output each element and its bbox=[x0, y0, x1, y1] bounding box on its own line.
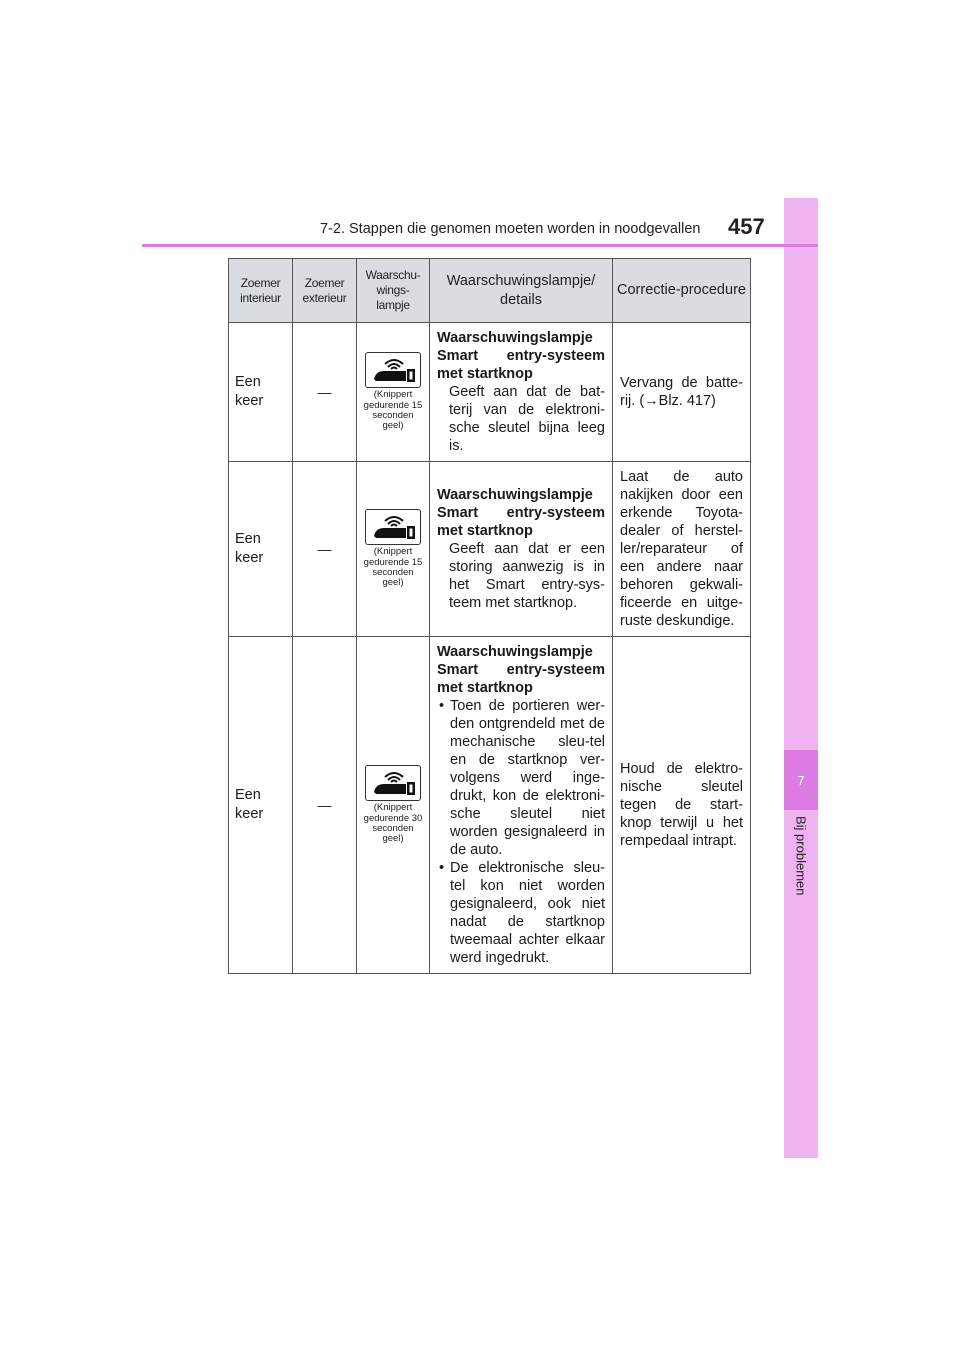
smart-key-warning-icon bbox=[365, 352, 421, 388]
table-header-row bbox=[229, 259, 751, 323]
buzzer-exterior-cell: — bbox=[293, 462, 357, 637]
header-buzzer-exterior: Zoemer exterieur bbox=[293, 259, 357, 323]
chapter-title: Bij problemen bbox=[793, 816, 809, 896]
buzzer-exterior-cell: — bbox=[293, 323, 357, 462]
buzzer-interior-cell: Een keer bbox=[229, 323, 293, 462]
buzzer-interior-cell: Een keer bbox=[229, 462, 293, 637]
procedure-cell: Vervang de batte-rij. (→Blz. 417) bbox=[613, 323, 751, 462]
table-row bbox=[229, 637, 751, 974]
details-text: Geeft aan dat er een storing aanwezig is in het Smart entry-sys-teem met startknop. bbox=[449, 541, 605, 611]
details-cell bbox=[430, 323, 613, 462]
chapter-side-tab bbox=[784, 198, 818, 1158]
table-row bbox=[229, 323, 751, 462]
procedure-cell: Laat de auto nakijken door een erkende Toyota-dealer of herstel-ler/reparateur of een andere naar behoren gekwali-ficeerde en uitge-ruste deskundige. bbox=[613, 462, 751, 637]
details-title: Waarschuwingslampje Smart entry-systeem met startknop bbox=[437, 330, 605, 382]
buzzer-exterior-cell: — bbox=[293, 637, 357, 974]
details-cell bbox=[430, 637, 613, 974]
details-text: Geeft aan dat de bat-terij van de elektroni-sche sleutel bijna leeg is. bbox=[449, 384, 605, 454]
details-bullet: • De elektronische sleu-tel kon niet worden gesignaleerd, ook niet nadat de startknop tweemaal achter elkaar werd ingedrukt. bbox=[437, 859, 605, 967]
header-procedure: Correctie-procedure bbox=[613, 259, 751, 323]
details-cell bbox=[430, 462, 613, 637]
header-details: Waarschuwingslampje/ details bbox=[430, 259, 613, 323]
warning-lamp-cell bbox=[357, 637, 430, 974]
warning-lamp-cell bbox=[357, 462, 430, 637]
buzzer-interior-cell: Een keer bbox=[229, 637, 293, 974]
lamp-note: (Knippert gedurende 30 seconden geel) bbox=[363, 802, 423, 845]
details-title: Waarschuwingslampje Smart entry-systeem met startknop bbox=[437, 487, 605, 539]
details-title: Waarschuwingslampje Smart entry-systeem met startknop bbox=[437, 644, 605, 696]
smart-key-warning-icon bbox=[365, 509, 421, 545]
lamp-note: (Knippert gedurende 15 seconden geel) bbox=[363, 389, 423, 432]
table-row bbox=[229, 462, 751, 637]
procedure-cell: Houd de elektro-nische sleutel tegen de start-knop terwijl u het rempedaal intrapt. bbox=[613, 637, 751, 974]
section-title: 7-2. Stappen die genomen moeten worden in noodgevallen bbox=[320, 221, 701, 237]
details-bullet: • Toen de portieren wer-den ontgrendeld met de mechanische sleu-tel en de startknop ver-volgens werd inge-drukt, kon de elektroni-sche sleutel niet worden gesignaleerd in de auto. bbox=[437, 697, 605, 859]
smart-key-warning-icon bbox=[365, 765, 421, 801]
chapter-number: 7 bbox=[784, 750, 818, 810]
warning-table bbox=[228, 258, 751, 974]
header-warning-lamp: Waarschu-wings-lampje bbox=[357, 259, 430, 323]
page-number: 457 bbox=[728, 214, 765, 239]
header-divider bbox=[142, 244, 818, 247]
warning-lamp-cell bbox=[357, 323, 430, 462]
lamp-note: (Knippert gedurende 15 seconden geel) bbox=[363, 546, 423, 589]
header-buzzer-interior: Zoemer interieur bbox=[229, 259, 293, 323]
